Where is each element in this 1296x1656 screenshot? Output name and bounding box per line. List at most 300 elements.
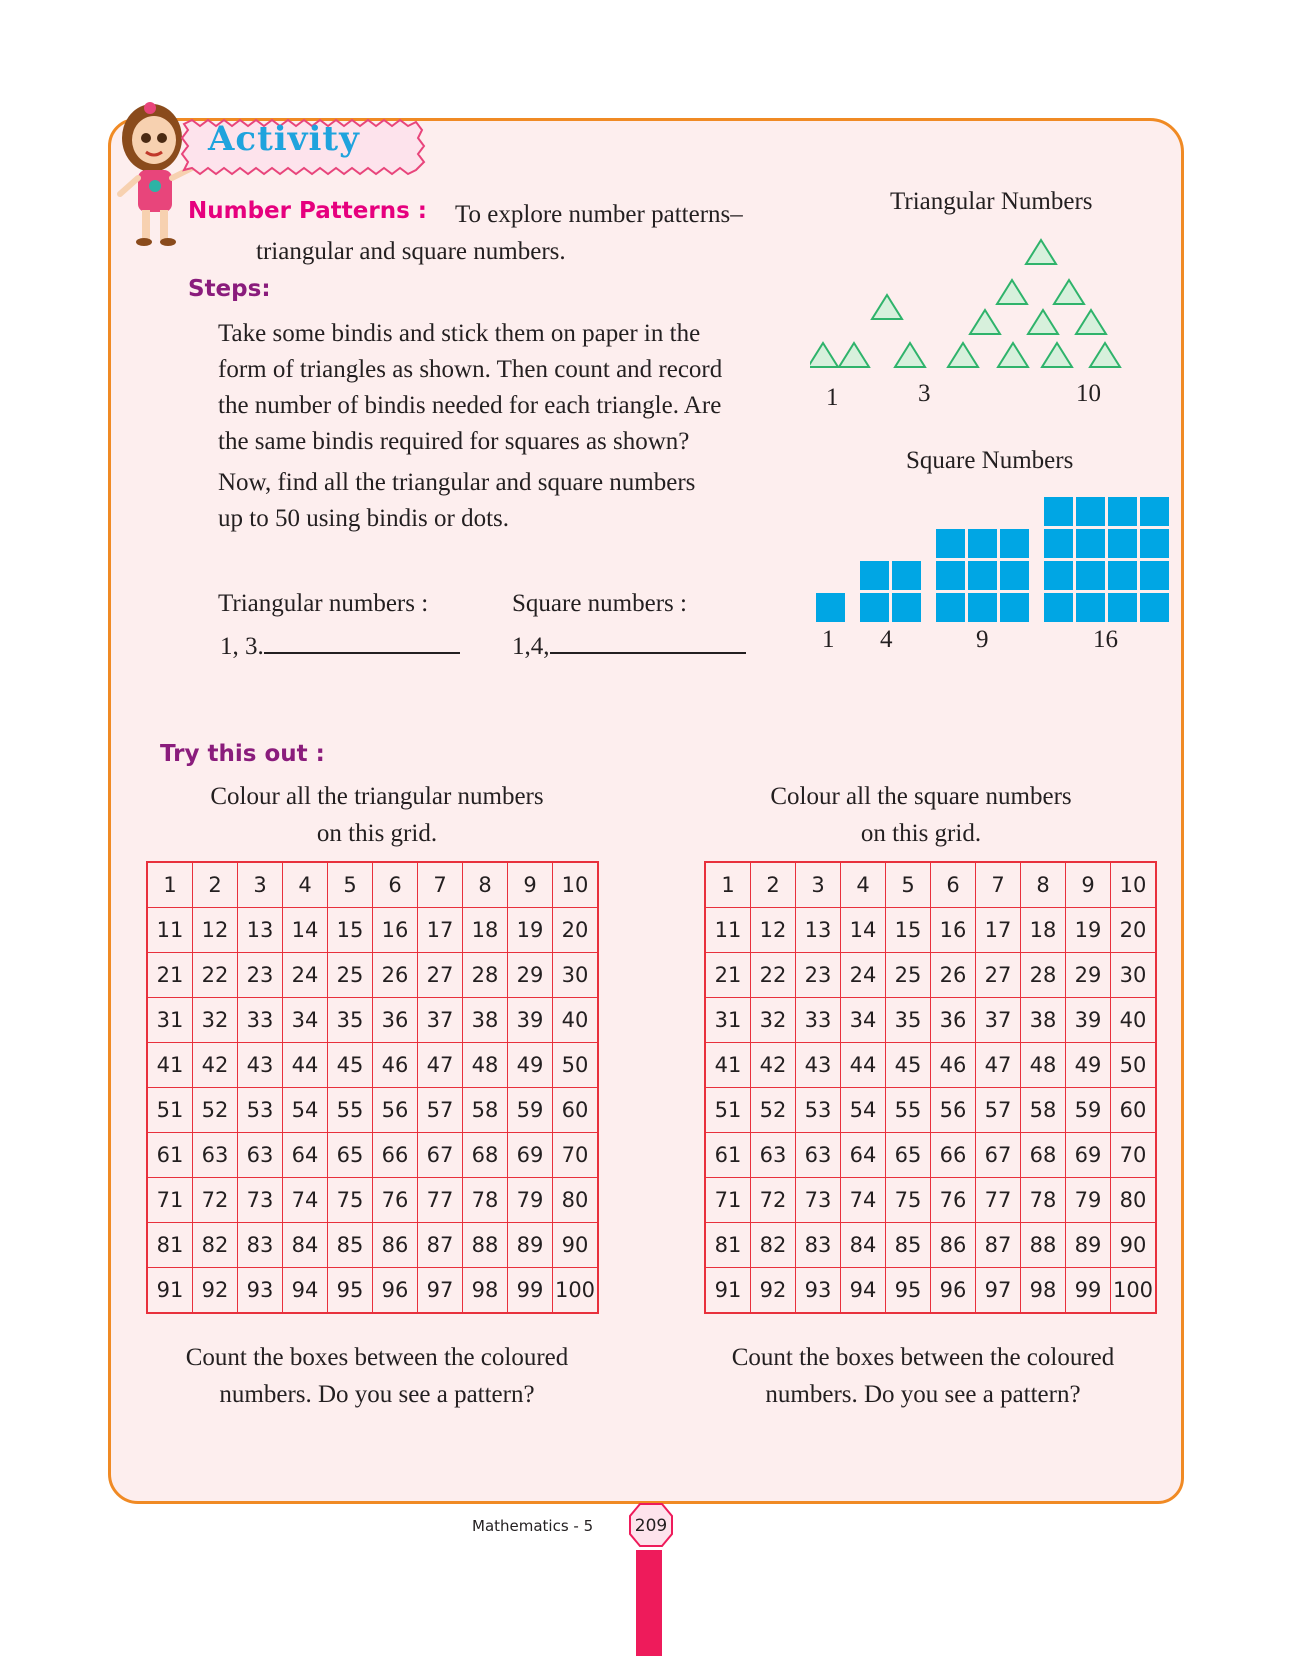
grid-cell[interactable]: 33 [796, 998, 841, 1043]
grid-cell[interactable]: 69 [508, 1133, 553, 1178]
grid-cell[interactable]: 38 [1021, 998, 1066, 1043]
left-instruction-line: on this grid. [316, 820, 438, 847]
grid-cell[interactable]: 61 [147, 1133, 193, 1178]
grid-cell[interactable]: 53 [238, 1088, 283, 1133]
steps-line: up to 50 using bindis or dots. [218, 505, 509, 532]
right-question-line: Count the boxes between the coloured [731, 1344, 1115, 1371]
grid-cell[interactable]: 27 [976, 953, 1021, 998]
grid-cell[interactable]: 76 [931, 1178, 976, 1223]
grid-row [147, 953, 598, 998]
bindi-square [1076, 529, 1105, 558]
grid-cell[interactable]: 83 [238, 1223, 283, 1268]
grid-cell[interactable]: 46 [931, 1043, 976, 1088]
intro-line-1: To explore number patterns– [455, 201, 743, 228]
grid-cell[interactable]: 20 [553, 908, 599, 953]
bindi-square [1140, 497, 1169, 526]
grid-cell[interactable]: 47 [418, 1043, 463, 1088]
grid-cell[interactable]: 2 [751, 862, 796, 908]
grid-cell[interactable]: 34 [283, 998, 328, 1043]
grid-cell[interactable]: 1 [147, 862, 193, 908]
right-question [686, 1339, 1160, 1413]
square-answer-blank[interactable] [550, 628, 746, 654]
grid-cell[interactable]: 35 [328, 998, 373, 1043]
grid-cell[interactable]: 3 [238, 862, 283, 908]
grid-cell[interactable]: 59 [1066, 1088, 1111, 1133]
grid-cell[interactable]: 93 [238, 1268, 283, 1314]
grid-cell[interactable]: 50 [1111, 1043, 1157, 1088]
grid-cell[interactable]: 6 [931, 862, 976, 908]
grid-cell[interactable]: 41 [705, 1043, 751, 1088]
triangular-figure [810, 232, 1186, 382]
grid-cell[interactable]: 61 [705, 1133, 751, 1178]
grid-row [705, 953, 1156, 998]
grid-cell[interactable]: 82 [193, 1223, 238, 1268]
grid-cell[interactable]: 90 [553, 1223, 599, 1268]
steps-line: Now, find all the triangular and square numbers [218, 469, 696, 496]
grid-cell[interactable]: 54 [283, 1088, 328, 1133]
grid-cell[interactable]: 90 [1111, 1223, 1157, 1268]
grid-cell[interactable]: 39 [508, 998, 553, 1043]
grid-cell[interactable]: 73 [796, 1178, 841, 1223]
grid-cell[interactable]: 45 [886, 1043, 931, 1088]
triangular-count: 1 [826, 384, 839, 411]
left-question [140, 1339, 614, 1413]
grid-cell[interactable]: 33 [238, 998, 283, 1043]
grid-cell[interactable]: 85 [328, 1223, 373, 1268]
grid-cell[interactable]: 19 [508, 908, 553, 953]
square-figure-title: Square Numbers [906, 447, 1074, 474]
grid-cell[interactable]: 92 [193, 1268, 238, 1314]
bindi-square [1108, 529, 1137, 558]
grid-cell[interactable]: 96 [373, 1268, 418, 1314]
bindi-square [1108, 561, 1137, 590]
grid-cell[interactable]: 49 [1066, 1043, 1111, 1088]
grid-cell[interactable]: 1 [705, 862, 751, 908]
grid-cell[interactable]: 71 [705, 1178, 751, 1223]
grid-cell[interactable]: 34 [841, 998, 886, 1043]
grid-cell[interactable]: 15 [328, 908, 373, 953]
grid-cell[interactable]: 81 [705, 1223, 751, 1268]
bindi-square [936, 593, 965, 622]
bindi-triangle [998, 343, 1028, 367]
grid-cell[interactable]: 26 [931, 953, 976, 998]
grid-cell[interactable]: 76 [373, 1178, 418, 1223]
grid-cell[interactable]: 24 [841, 953, 886, 998]
left-question-line: numbers. Do you see a pattern? [219, 1381, 535, 1408]
grid-cell[interactable]: 78 [1021, 1178, 1066, 1223]
bindi-square [892, 593, 921, 622]
grid-cell[interactable]: 51 [147, 1088, 193, 1133]
grid-cell[interactable]: 37 [418, 998, 463, 1043]
grid-cell[interactable]: 68 [1021, 1133, 1066, 1178]
grid-cell[interactable]: 99 [508, 1268, 553, 1314]
bindi-triangle [1090, 343, 1120, 367]
grid-row [705, 1043, 1156, 1088]
grid-cell[interactable]: 64 [283, 1133, 328, 1178]
grid-cell[interactable]: 52 [193, 1088, 238, 1133]
grid-cell[interactable]: 63 [238, 1133, 283, 1178]
bindi-square [816, 593, 845, 622]
grid-cell[interactable]: 16 [373, 908, 418, 953]
grid-cell[interactable]: 18 [463, 908, 508, 953]
grid-cell[interactable]: 58 [463, 1088, 508, 1133]
grid-cell[interactable]: 69 [1066, 1133, 1111, 1178]
grid-row [147, 908, 598, 953]
grid-cell[interactable]: 25 [886, 953, 931, 998]
grid-cell[interactable]: 80 [1111, 1178, 1157, 1223]
bindi-square [1000, 561, 1029, 590]
grid-cell[interactable]: 14 [841, 908, 886, 953]
left-question-line: Count the boxes between the coloured [185, 1344, 569, 1371]
grid-cell[interactable]: 85 [886, 1223, 931, 1268]
grid-cell[interactable]: 98 [1021, 1268, 1066, 1314]
grid-cell[interactable]: 44 [283, 1043, 328, 1088]
square-answer [512, 628, 746, 665]
grid-row [705, 1268, 1156, 1314]
grid-cell[interactable]: 5 [886, 862, 931, 908]
bindi-triangle [839, 343, 869, 367]
grid-cell[interactable]: 87 [418, 1223, 463, 1268]
grid-cell[interactable]: 48 [1021, 1043, 1066, 1088]
grid-cell[interactable]: 60 [1111, 1088, 1157, 1133]
grid-cell[interactable]: 55 [328, 1088, 373, 1133]
right-question-line: numbers. Do you see a pattern? [765, 1381, 1081, 1408]
grid-cell[interactable]: 17 [418, 908, 463, 953]
triangular-number-grid [146, 861, 599, 1314]
grid-cell[interactable]: 23 [796, 953, 841, 998]
grid-cell[interactable]: 11 [705, 908, 751, 953]
bindi-square [968, 593, 997, 622]
grid-cell[interactable]: 43 [796, 1043, 841, 1088]
grid-cell[interactable]: 35 [886, 998, 931, 1043]
steps-paragraph [218, 316, 803, 537]
grid-row [705, 908, 1156, 953]
grid-cell[interactable]: 55 [886, 1088, 931, 1133]
triangular-answer-blank[interactable] [264, 628, 460, 654]
steps-line: Take some bindis and stick them on paper in the [218, 320, 701, 347]
grid-cell[interactable]: 81 [147, 1223, 193, 1268]
grid-cell[interactable]: 47 [976, 1043, 1021, 1088]
grid-cell[interactable]: 38 [463, 998, 508, 1043]
bindi-triangle [1076, 310, 1106, 334]
grid-cell[interactable]: 9 [1066, 862, 1111, 908]
grid-cell[interactable]: 100 [553, 1268, 599, 1314]
grid-cell[interactable]: 56 [931, 1088, 976, 1133]
grid-cell[interactable]: 12 [751, 908, 796, 953]
grid-cell[interactable]: 20 [1111, 908, 1157, 953]
footer-subject: Mathematics - 5 [472, 1517, 594, 1535]
number-patterns-label: Number Patterns : [188, 198, 427, 224]
steps-line: the number of bindis needed for each triangle. Are [218, 392, 722, 419]
grid-cell[interactable]: 66 [373, 1133, 418, 1178]
grid-cell[interactable]: 95 [886, 1268, 931, 1314]
grid-cell[interactable]: 100 [1111, 1268, 1157, 1314]
grid-cell[interactable]: 3 [796, 862, 841, 908]
grid-cell[interactable]: 5 [328, 862, 373, 908]
bindi-triangle [1042, 343, 1072, 367]
grid-cell[interactable]: 17 [976, 908, 1021, 953]
grid-cell[interactable]: 14 [283, 908, 328, 953]
grid-cell[interactable]: 74 [841, 1178, 886, 1223]
grid-cell[interactable]: 42 [193, 1043, 238, 1088]
grid-cell[interactable]: 43 [238, 1043, 283, 1088]
grid-cell[interactable]: 64 [841, 1133, 886, 1178]
grid-cell[interactable]: 91 [147, 1268, 193, 1314]
page-number: 209 [634, 1516, 668, 1536]
grid-cell[interactable]: 45 [328, 1043, 373, 1088]
grid-cell[interactable]: 67 [976, 1133, 1021, 1178]
grid-cell[interactable]: 32 [193, 998, 238, 1043]
right-instruction-line: on this grid. [860, 820, 982, 847]
grid-cell[interactable]: 70 [1111, 1133, 1157, 1178]
grid-cell[interactable]: 75 [328, 1178, 373, 1223]
grid-row [705, 1178, 1156, 1223]
bindi-square [1108, 593, 1137, 622]
grid-cell[interactable]: 80 [553, 1178, 599, 1223]
bindi-triangle [872, 295, 902, 319]
grid-cell[interactable]: 8 [463, 862, 508, 908]
grid-cell[interactable]: 24 [283, 953, 328, 998]
grid-cell[interactable]: 7 [418, 862, 463, 908]
grid-cell[interactable]: 63 [193, 1133, 238, 1178]
right-instruction [690, 778, 1152, 852]
grid-cell[interactable]: 22 [193, 953, 238, 998]
grid-cell[interactable]: 74 [283, 1178, 328, 1223]
grid-cell[interactable]: 57 [976, 1088, 1021, 1133]
grid-cell[interactable]: 98 [463, 1268, 508, 1314]
grid-cell[interactable]: 51 [705, 1088, 751, 1133]
grid-cell[interactable]: 36 [931, 998, 976, 1043]
triangular-figure-title: Triangular Numbers [890, 188, 1093, 215]
grid-cell[interactable]: 56 [373, 1088, 418, 1133]
grid-cell[interactable]: 25 [328, 953, 373, 998]
grid-cell[interactable]: 28 [1021, 953, 1066, 998]
grid-cell[interactable]: 4 [841, 862, 886, 908]
square-answer-label: Square numbers : [512, 590, 687, 617]
grid-cell[interactable]: 79 [1066, 1178, 1111, 1223]
bindi-triangle [1028, 310, 1058, 334]
square-count: 4 [880, 626, 893, 653]
triangular-count: 10 [1076, 380, 1101, 407]
grid-cell[interactable]: 13 [238, 908, 283, 953]
grid-cell[interactable]: 63 [796, 1133, 841, 1178]
grid-cell[interactable]: 96 [931, 1268, 976, 1314]
grid-cell[interactable]: 23 [238, 953, 283, 998]
grid-cell[interactable]: 94 [283, 1268, 328, 1314]
grid-cell[interactable]: 19 [1066, 908, 1111, 953]
grid-cell[interactable]: 58 [1021, 1088, 1066, 1133]
square-count: 1 [822, 626, 835, 653]
grid-cell[interactable]: 9 [508, 862, 553, 908]
bindi-square [1000, 593, 1029, 622]
left-instruction-line: Colour all the triangular numbers [210, 783, 544, 810]
grid-cell[interactable]: 48 [463, 1043, 508, 1088]
grid-row [147, 862, 598, 908]
grid-cell[interactable]: 66 [931, 1133, 976, 1178]
grid-cell[interactable]: 30 [553, 953, 599, 998]
bindi-square [968, 561, 997, 590]
triangular-answer-label: Triangular numbers : [218, 590, 429, 617]
bindi-square [936, 529, 965, 558]
bindi-triangle [895, 343, 925, 367]
grid-cell[interactable]: 97 [976, 1268, 1021, 1314]
steps-line: the same bindis required for squares as shown? [218, 428, 690, 455]
grid-cell[interactable]: 77 [976, 1178, 1021, 1223]
page-number-badge [628, 1502, 674, 1548]
grid-cell[interactable]: 63 [751, 1133, 796, 1178]
left-instruction [146, 778, 608, 852]
bindi-triangle [997, 280, 1027, 304]
bindi-square [968, 529, 997, 558]
grid-cell[interactable]: 15 [886, 908, 931, 953]
grid-cell[interactable]: 41 [147, 1043, 193, 1088]
steps-label: Steps: [188, 276, 271, 302]
grid-cell[interactable]: 86 [931, 1223, 976, 1268]
bindi-triangle [948, 343, 978, 367]
right-instruction-line: Colour all the square numbers [770, 783, 1072, 810]
grid-cell[interactable]: 88 [463, 1223, 508, 1268]
grid-cell[interactable]: 57 [418, 1088, 463, 1133]
bindi-square [1108, 497, 1137, 526]
grid-cell[interactable]: 54 [841, 1088, 886, 1133]
grid-cell[interactable]: 93 [796, 1268, 841, 1314]
grid-cell[interactable]: 83 [796, 1223, 841, 1268]
try-this-out-label: Try this out : [160, 741, 325, 767]
grid-cell[interactable]: 31 [147, 998, 193, 1043]
grid-cell[interactable]: 30 [1111, 953, 1157, 998]
grid-cell[interactable]: 31 [705, 998, 751, 1043]
grid-cell[interactable]: 39 [1066, 998, 1111, 1043]
grid-cell[interactable]: 22 [751, 953, 796, 998]
grid-cell[interactable]: 88 [1021, 1223, 1066, 1268]
grid-row [147, 1088, 598, 1133]
grid-cell[interactable]: 72 [751, 1178, 796, 1223]
grid-cell[interactable]: 70 [553, 1133, 599, 1178]
grid-cell[interactable]: 53 [796, 1088, 841, 1133]
grid-cell[interactable]: 44 [841, 1043, 886, 1088]
grid-cell[interactable]: 99 [1066, 1268, 1111, 1314]
steps-line: form of triangles as shown. Then count and record [218, 356, 723, 383]
grid-cell[interactable]: 65 [328, 1133, 373, 1178]
grid-cell[interactable]: 16 [931, 908, 976, 953]
grid-cell[interactable]: 2 [193, 862, 238, 908]
grid-row [705, 1223, 1156, 1268]
grid-cell[interactable]: 91 [705, 1268, 751, 1314]
bindi-square [1140, 529, 1169, 558]
grid-cell[interactable]: 8 [1021, 862, 1066, 908]
bindi-square [936, 561, 965, 590]
grid-cell[interactable]: 6 [373, 862, 418, 908]
grid-cell[interactable]: 32 [751, 998, 796, 1043]
grid-cell[interactable]: 49 [508, 1043, 553, 1088]
grid-cell[interactable]: 13 [796, 908, 841, 953]
grid-cell[interactable]: 18 [1021, 908, 1066, 953]
grid-cell[interactable]: 89 [1066, 1223, 1111, 1268]
grid-cell[interactable]: 7 [976, 862, 1021, 908]
bindi-square [1044, 593, 1073, 622]
grid-cell[interactable]: 92 [751, 1268, 796, 1314]
square-number-grid [704, 861, 1157, 1314]
grid-cell[interactable]: 87 [976, 1223, 1021, 1268]
square-count: 16 [1093, 626, 1118, 653]
grid-row [705, 862, 1156, 908]
grid-cell[interactable]: 42 [751, 1043, 796, 1088]
grid-cell[interactable]: 40 [1111, 998, 1157, 1043]
grid-cell[interactable]: 46 [373, 1043, 418, 1088]
grid-cell[interactable]: 37 [976, 998, 1021, 1043]
grid-cell[interactable]: 4 [283, 862, 328, 908]
grid-cell[interactable]: 52 [751, 1088, 796, 1133]
grid-row [705, 1133, 1156, 1178]
grid-cell[interactable]: 10 [553, 862, 599, 908]
grid-cell[interactable]: 82 [751, 1223, 796, 1268]
grid-cell[interactable]: 29 [1066, 953, 1111, 998]
bindi-square [1000, 529, 1029, 558]
bindi-square [892, 561, 921, 590]
grid-cell[interactable]: 78 [463, 1178, 508, 1223]
grid-cell[interactable]: 21 [705, 953, 751, 998]
grid-cell[interactable]: 29 [508, 953, 553, 998]
page-marker-bar [636, 1550, 662, 1656]
square-answer-start: 1,4, [512, 633, 550, 660]
grid-cell[interactable]: 21 [147, 953, 193, 998]
grid-cell[interactable]: 67 [418, 1133, 463, 1178]
bindi-triangle [970, 310, 1000, 334]
grid-row [147, 1133, 598, 1178]
bindi-square [1076, 497, 1105, 526]
grid-cell[interactable]: 65 [886, 1133, 931, 1178]
grid-cell[interactable]: 28 [463, 953, 508, 998]
grid-row [147, 1223, 598, 1268]
grid-cell[interactable]: 50 [553, 1043, 599, 1088]
grid-cell[interactable]: 77 [418, 1178, 463, 1223]
bindi-square [1044, 529, 1073, 558]
triangular-count: 3 [918, 380, 931, 407]
grid-cell[interactable]: 59 [508, 1088, 553, 1133]
grid-cell[interactable]: 84 [841, 1223, 886, 1268]
bindi-square [860, 593, 889, 622]
grid-row [147, 1043, 598, 1088]
grid-cell[interactable]: 95 [328, 1268, 373, 1314]
grid-cell[interactable]: 94 [841, 1268, 886, 1314]
grid-cell[interactable]: 73 [238, 1178, 283, 1223]
grid-cell[interactable]: 60 [553, 1088, 599, 1133]
grid-cell[interactable]: 84 [283, 1223, 328, 1268]
grid-cell[interactable]: 75 [886, 1178, 931, 1223]
triangular-answer [220, 628, 460, 665]
grid-cell[interactable]: 11 [147, 908, 193, 953]
grid-cell[interactable]: 40 [553, 998, 599, 1043]
grid-cell[interactable]: 72 [193, 1178, 238, 1223]
grid-cell[interactable]: 12 [193, 908, 238, 953]
grid-cell[interactable]: 79 [508, 1178, 553, 1223]
grid-cell[interactable]: 27 [418, 953, 463, 998]
square-figure [810, 490, 1186, 624]
grid-cell[interactable]: 97 [418, 1268, 463, 1314]
bindi-square [860, 561, 889, 590]
grid-cell[interactable]: 68 [463, 1133, 508, 1178]
grid-row [705, 998, 1156, 1043]
grid-cell[interactable]: 89 [508, 1223, 553, 1268]
grid-row [147, 998, 598, 1043]
grid-cell[interactable]: 10 [1111, 862, 1157, 908]
grid-cell[interactable]: 86 [373, 1223, 418, 1268]
activity-title: Activity [208, 119, 360, 159]
bindi-square [1044, 497, 1073, 526]
grid-cell[interactable]: 26 [373, 953, 418, 998]
grid-cell[interactable]: 71 [147, 1178, 193, 1223]
grid-cell[interactable]: 36 [373, 998, 418, 1043]
